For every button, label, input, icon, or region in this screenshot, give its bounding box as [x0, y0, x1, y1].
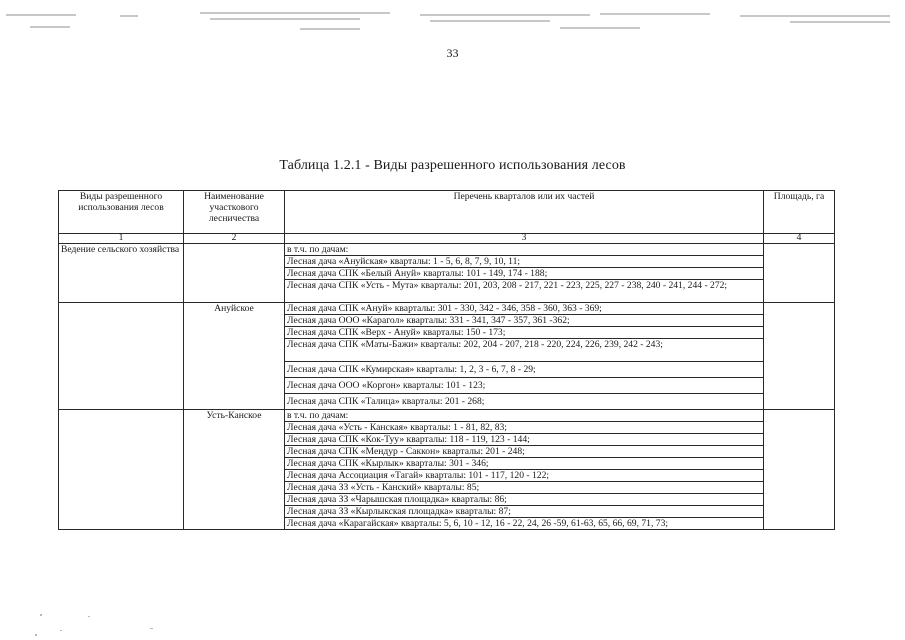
quarters-cell: Лесная дача «Ануйская» кварталы: 1 - 5, 6, 8, 7, 9, 10, 11; — [285, 256, 764, 268]
column-number: 1 — [59, 234, 184, 244]
quarters-cell: Лесная дача СПК «Талица» кварталы: 201 - 268; — [285, 394, 764, 410]
table-row — [59, 410, 835, 422]
quarters-cell: Лесная дача СПК «Кумирская» кварталы: 1, 2, 3 - 6, 7, 8 - 29; — [285, 362, 764, 378]
district-cell-empty — [184, 244, 285, 303]
quarters-cell: Лесная дача СПК «Мендур - Саккон» кварталы: 201 - 248; — [285, 446, 764, 458]
quarters-cell: Лесная дача «Карагайская» кварталы: 5, 6, 10 - 12, 16 - 22, 24, 26 -59, 61-63, 65, 66, 69, 71, 73; — [285, 518, 764, 530]
header-use-type: Виды разрешенного использования лесов — [59, 191, 184, 234]
column-number: 3 — [285, 234, 764, 244]
quarters-cell: Лесная дача Ассоциация «Тагай» кварталы: 101 - 117, 120 - 122; — [285, 470, 764, 482]
use-type-cell: Ведение сельского хозяйства — [59, 244, 184, 303]
area-cell — [764, 410, 835, 530]
column-number: 4 — [764, 234, 835, 244]
use-type-cell-empty — [59, 303, 184, 410]
quarters-cell: Лесная дача СПК «Усть - Мута» кварталы: 201, 203, 208 - 217, 221 - 223, 225, 227 - 238, 240 - 241, 244 - 272; — [285, 280, 764, 303]
quarters-cell: Лесная дача СПК «Верх - Ануй» кварталы: 150 - 173; — [285, 327, 764, 339]
scan-noise-header — [0, 6, 905, 42]
column-number: 2 — [184, 234, 285, 244]
scan-noise-footer — [0, 600, 905, 640]
quarters-cell: Лесная дача СПК «Кок-Туу» кварталы: 118 - 119, 123 - 144; — [285, 434, 764, 446]
quarters-cell: Лесная дача ЗЗ «Усть - Канский» кварталы: 85; — [285, 482, 764, 494]
page-number: 33 — [446, 46, 459, 60]
column-number-row — [59, 234, 835, 244]
header-quarters: Перечень кварталов или их частей — [285, 191, 764, 234]
header-district: Наименование участкового лесничества — [184, 191, 285, 234]
table-title: Таблица 1.2.1 - Виды разрешенного использования лесов — [279, 158, 626, 173]
quarters-cell: в т.ч. по дачам: — [285, 410, 764, 422]
quarters-cell: Лесная дача «Усть - Канская» кварталы: 1 - 81, 82, 83; — [285, 422, 764, 434]
quarters-cell: в т.ч. по дачам: — [285, 244, 764, 256]
district-name: Ануйское — [184, 303, 285, 410]
header-area: Площадь, га — [764, 191, 835, 234]
quarters-cell: Лесная дача СПК «Маты-Бажи» кварталы: 202, 204 - 207, 218 - 220, 224, 226, 239, 242 - 243; — [285, 339, 764, 362]
area-cell — [764, 244, 835, 303]
district-name: Усть-Канское — [184, 410, 285, 530]
quarters-cell: Лесная дача ЗЗ «Чарышская площадка» кварталы: 86; — [285, 494, 764, 506]
table-row — [59, 244, 835, 256]
quarters-cell: Лесная дача ЗЗ «Кырлыкская площадка» кварталы: 87; — [285, 506, 764, 518]
quarters-cell: Лесная дача СПК «Белый Ануй» кварталы: 101 - 149, 174 - 188; — [285, 268, 764, 280]
table-header-row — [59, 191, 835, 234]
quarters-cell: Лесная дача СПК «Кырлык» кварталы: 301 - 346; — [285, 458, 764, 470]
quarters-cell: Лесная дача ООО «Карагол» кварталы: 331 - 341, 347 - 357, 361 -362; — [285, 315, 764, 327]
quarters-cell: Лесная дача СПК «Ануй» кварталы: 301 - 330, 342 - 346, 358 - 360, 363 - 369; — [285, 303, 764, 315]
table-row — [59, 303, 835, 315]
area-cell — [764, 303, 835, 410]
use-type-cell-empty — [59, 410, 184, 530]
quarters-cell: Лесная дача ООО «Коргон» кварталы: 101 - 123; — [285, 378, 764, 394]
forest-use-table — [58, 190, 835, 530]
